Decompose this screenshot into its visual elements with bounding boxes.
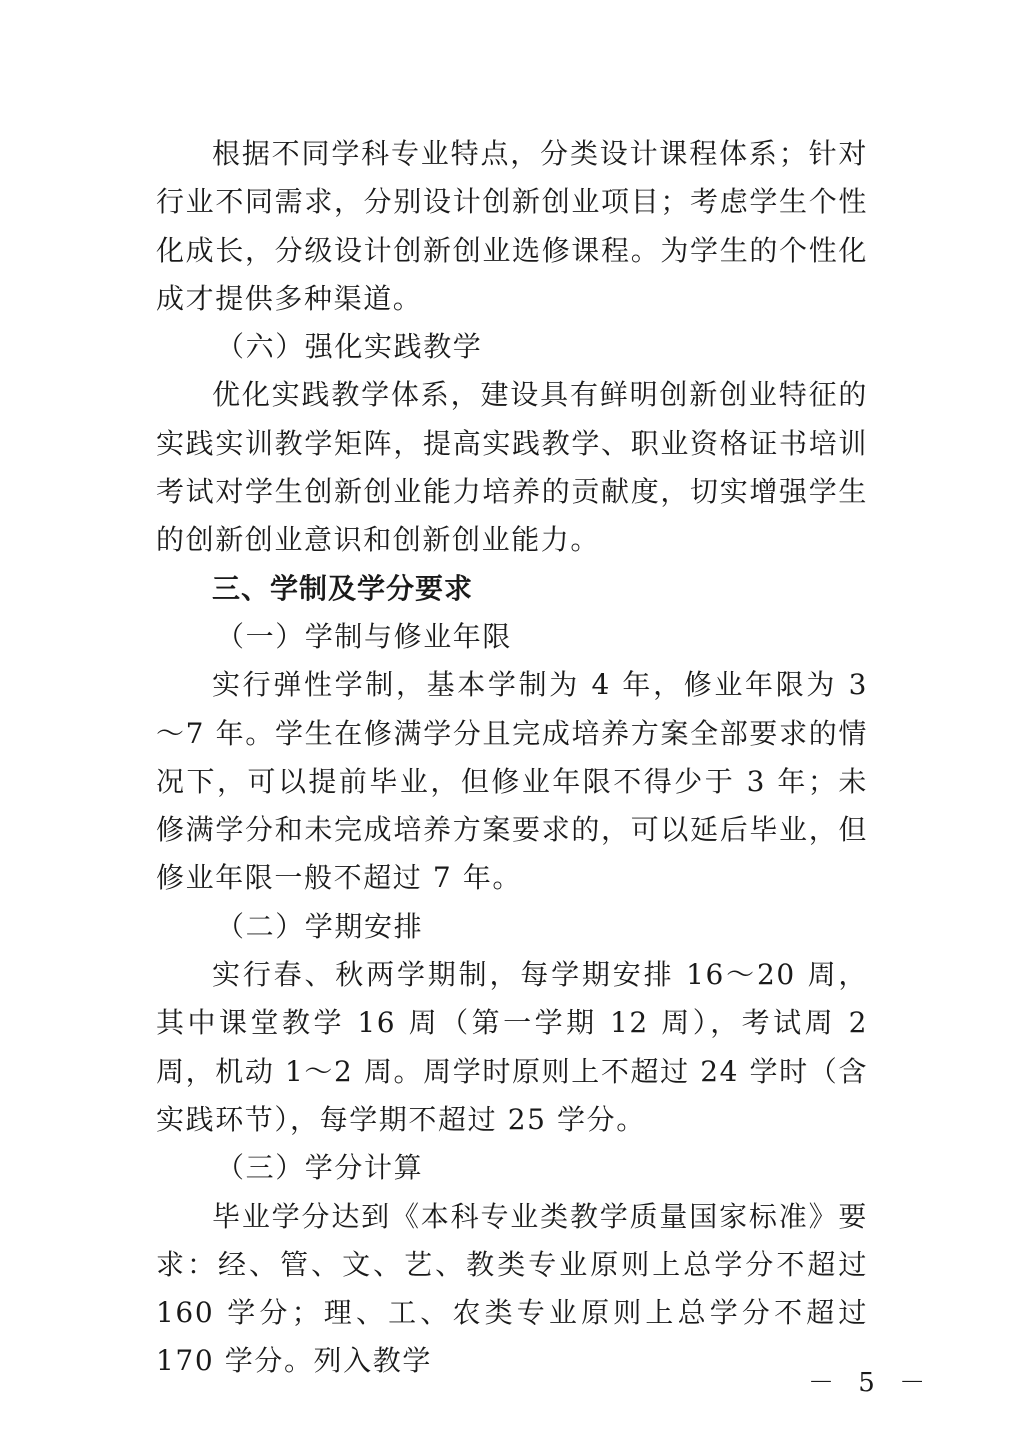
page-number: － 5 － (808, 1368, 934, 1398)
paragraph-semester-arrangement: 实行春、秋两学期制，每学期安排 16～20 周，其中课堂教学 16 周（第一学期 12 周），考试周 2 周，机动 1～2 周。周学时原则上不超过 24 学时（含实践环节），每学期不超过 25 学分。 (156, 958, 868, 1136)
paragraph-practice-teaching: 优化实践教学体系，建设具有鲜明创新创业特征的实践实训教学矩阵，提高实践教学、职业资格证书培训考试对学生创新创业能力培养的贡献度，切实增强学生的创新创业意识和创新创业能力。 (156, 378, 868, 557)
subheading-study-duration: （一）学制与修业年限 (216, 619, 513, 653)
document-body (156, 130, 868, 1386)
section-heading-academic-system: 三、学制及学分要求 (212, 571, 474, 605)
subheading-practice-teaching: （六）强化实践教学 (216, 330, 483, 364)
subheading-semester-arrangement: （二）学期安排 (216, 909, 424, 943)
paragraph-study-duration: 实行弹性学制，基本学制为 4 年，修业年限为 3～7 年。学生在修满学分且完成培养方案全部要求的情况下，可以提前毕业，但修业年限不得少于 3 年；未修满学分和未完成培养方案要求的，可以延后毕业，但修业年限一般不超过 7 年。 (156, 668, 868, 895)
paragraph-curriculum-design: 根据不同学科专业特点，分类设计课程体系；针对行业不同需求，分别设计创新创业项目；考虑学生个性化成长，分级设计创新创业选修课程。为学生的个性化成才提供多种渠道。 (156, 137, 868, 315)
paragraph-credit-calculation: 毕业学分达到《本科专业类教学质量国家标准》要求：经、管、文、艺、教类专业原则上总学分不超过 160 学分；理、工、农类专业原则上总学分不超过 170 学分。列入教学 (156, 1199, 868, 1378)
subheading-credit-calculation: （三）学分计算 (216, 1151, 424, 1185)
